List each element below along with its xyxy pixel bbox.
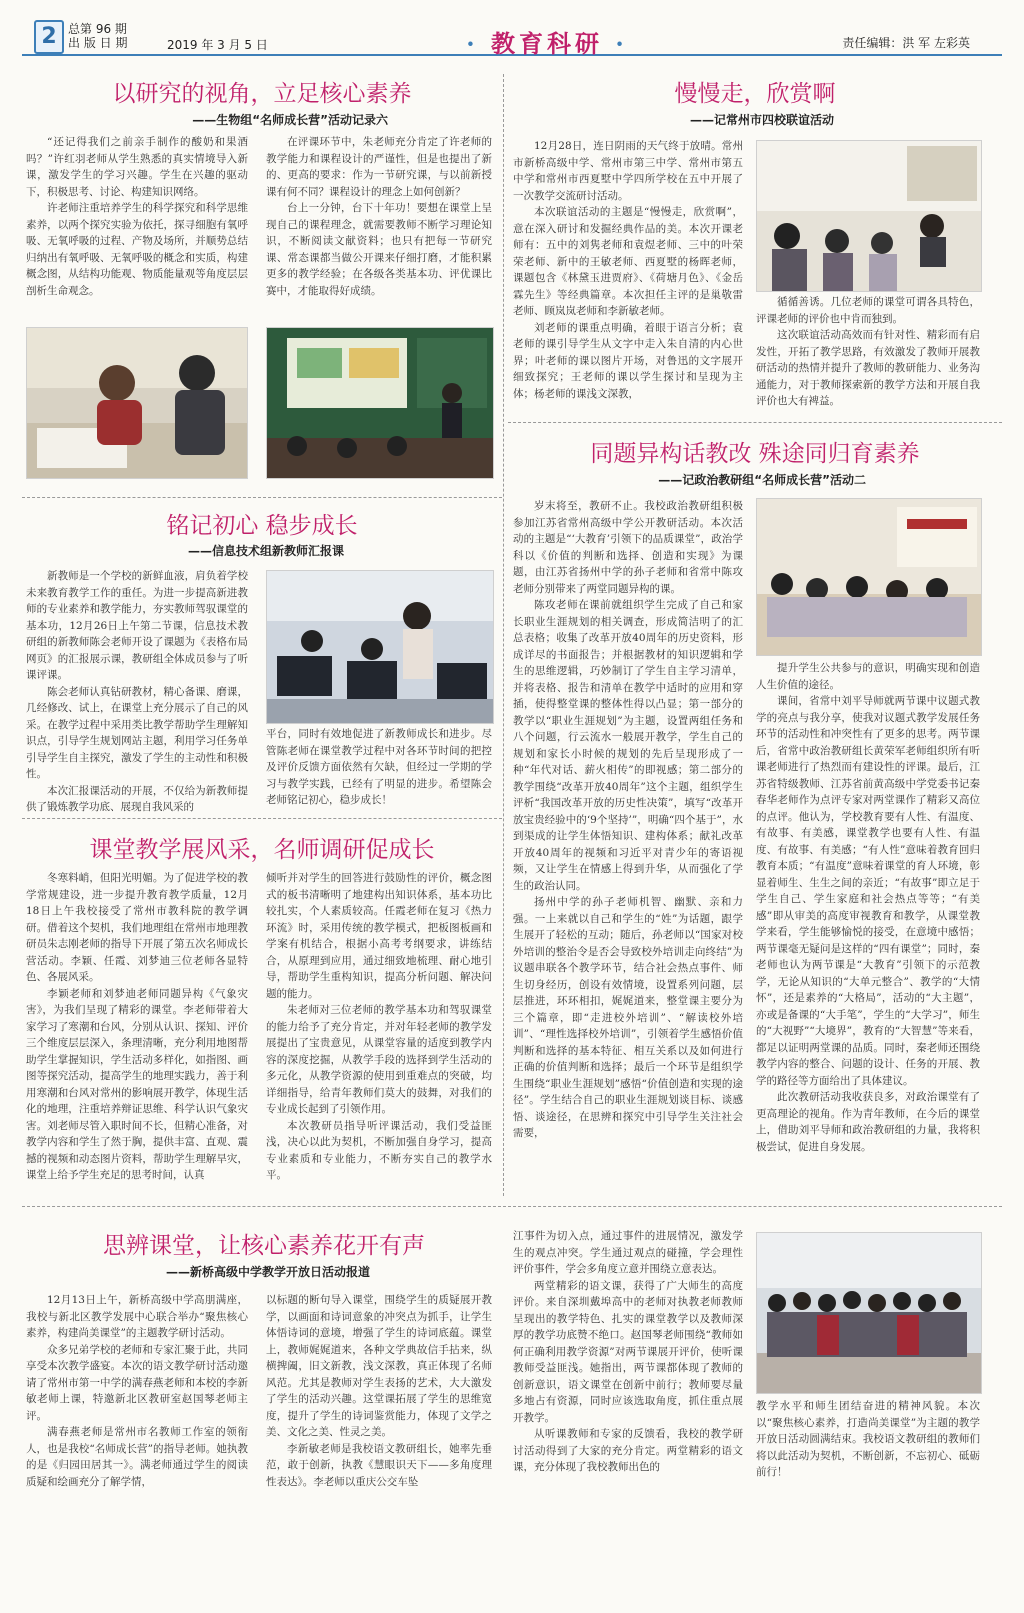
section-divider xyxy=(22,818,502,819)
article-title: 思辨课堂，让核心素养花开有声 xyxy=(103,1233,425,1259)
paragraph: 李颖老师和刘梦迪老师同题异构《气象灾害》，为我们呈现了精彩的课堂。李老师带着大家学习了寒潮和台风，分别从认识、探知、评价三个维度层层深入，条理清晰，充分利用地图帮助学生掌握知识，学生活动多样化，如指图、画图等探究活动，提高学生的地理实践力，善于利用寒潮和台风对常州的影响展开教学，体现生活化的地理，注重培养辩证思维、科学认识气象灾害。刘老师尽管入职时间不长，但精心准备，对教学内容和学生了然于胸，提供丰富、直观、震撼的视频和动态图片资料，帮助学生理解旱灾，课堂上给予学生充足的思考时间，认真 xyxy=(26,987,248,1181)
paragraph: 从听课教师和专家的反馈看，我校的教学研讨活动得到了大家的充分肯定。两堂精彩的语文课，充分体现了我校教师出色的 xyxy=(513,1428,743,1473)
paragraph: “还记得我们之前亲手制作的酸奶和果酒吗？”许红羽老师从学生熟悉的真实情境导入新课，激发学生的学习兴趣。学生在兴趣的驱动下，积极思考、讨论、构建知识网络。 xyxy=(26,136,248,198)
photo-computer-lab xyxy=(266,570,494,724)
article-subtitle: ——记政治教研组“名师成长营”活动二 xyxy=(658,473,866,487)
article-body-col2 xyxy=(266,134,492,320)
date-label: 出 版 日 期 xyxy=(68,36,128,50)
article-body-col1 xyxy=(26,568,248,812)
article-subtitle: ——信息技术组新教师汇报课 xyxy=(187,544,344,558)
paragraph: 朱老师对三位老师的教学基本功和驾驭课堂的能力给予了充分肯定，并对年轻老师的教学发展提出了宝贵意见，从课堂容量的适度到教学内容的深度挖掘，从教学手段的选择到学生活动的多元化，从教学资源的使用到重难点的突破，均详细指导，给青年教师们莫大的鼓舞，对我们的专业成长起到了引领作用。 xyxy=(266,1004,492,1115)
paragraph: 循循善诱。几位老师的课堂可谓各具特色，评课老师的评价也中肯而独到。 xyxy=(756,296,980,325)
issue-info xyxy=(68,22,127,50)
paragraph: 岁末将至，教研不止。我校政治教研组积极参加江苏省常州高级中学公开教研活动。本次活动的主题是“‘大教育’引领下的品质课堂”，政治学科以《价值的判断和选择、创造和实现》为课题，由江苏省扬州中学的孙子老师和省常中陈攻老师分别带来了两堂同题异构的课。 xyxy=(513,500,743,595)
paragraph: 提升学生公共参与的意识，明确实现和创造人生价值的途径。 xyxy=(756,662,980,691)
photo-classroom-lecture xyxy=(266,327,494,479)
article-title: 同题异构话教改 殊途同归育素养 xyxy=(590,441,920,467)
paragraph: 12月28日，连日阴雨的天气终于放晴。常州市新桥高级中学、常州市第三中学、常州市第五中学和常州市西夏墅中学四所学校在五中开展了一次教学交流研讨活动。 xyxy=(513,140,743,202)
paragraph: 众多兄弟学校的老师和专家汇聚于此，共同享受本次教学盛宴。本次的语文教学研讨活动邀请了常州市第一中学的满春燕老师和本校的李新敏老师上课，特邀新北区教研室赵国琴老师主评。 xyxy=(26,1343,248,1422)
banner-dot-icon: · xyxy=(466,29,491,58)
article-title: 课堂教学展风采，名师调研促成长 xyxy=(89,837,435,863)
paragraph: 新教师是一个学校的新鲜血液，肩负着学校未来教育教学工作的重任。为进一步提高新进教师的专业素养和教学能力，夯实教师驾驭课堂的基本功，12月26日上午第二节课，信息技术教研组的新教师陈会老师开设了课题为《表格布局网页》的汇报展示课，教研组全体成员参与了听课评课。 xyxy=(26,570,248,681)
column-divider xyxy=(503,74,504,1196)
paragraph: 冬寒料峭，但阳光明媚。为了促进学校的教学常规建设，进一步提升教育教学质量，12月18日上午我校接受了常州市教科院的教学调研。借着这个契机，我们地理组在常州市地理教研员朱志刚老师的指导下开展了第五次名师成长营活动。李颖、任霞、刘梦迪三位老师各显特色、各展风采。 xyxy=(26,872,248,983)
article-body-col1 xyxy=(26,134,248,320)
article-body-col2 xyxy=(756,294,980,414)
paragraph: 以标题的断句导入课堂，围绕学生的质疑展开教学，以画面和诗词意象的冲突点为抓手，让学生体悟诗词的意境，增强了学生的诗词底蕴。课堂上，教师娓娓道来，各种文学典故信手拈来，纵横捭阖，旧文新教，浅文深教，真正体现了名师风范。尤其是教师对学生表扬的艺术，大大激发了学生的活动兴趣。这堂课拓展了学生的思维宽度，提升了学生的诗词鉴赏能力，体现了文学之美、文化之美、性灵之美。 xyxy=(266,1294,492,1438)
article-body-col2 xyxy=(756,660,980,1194)
masthead xyxy=(22,20,1002,56)
paragraph: 两堂精彩的语文课，获得了广大师生的高度评价。来自深圳戴埠高中的老师对执教老师教师呈现出的教学特色、扎实的课堂教学以及教师深厚的教学功底赞不绝口。赵国琴老师围绕“教师如何正确利用教学资源”对两节课展开评价，使听课教师受益匪浅。她指出，两节课都体现了教师的创新意识，语文课堂在创新中前行；教师要尽量多地占有资源，同时应该选取角度，抓住重点展开教学。 xyxy=(513,1279,743,1424)
article-body-col2 xyxy=(266,1292,492,1604)
paragraph: 台上一分钟，台下十年功！要想在课堂上呈现自己的课程理念，就需要教师不断学习理论知识，不断阅读文献资料；也只有把每一节研究课、常态课都当做公开课来仔细打磨，才能积累更多的教学经验；在各级各类基本功、评优课比赛中，才能取得好成绩。 xyxy=(266,202,492,297)
photo-group-teachers xyxy=(756,1232,982,1394)
section-title: 教育科研 xyxy=(491,29,603,58)
paragraph: 平台，同时有效地促进了新教师成长和进步。尽管陈老师在课堂教学过程中对各环节时间的把控及评价反馈方面依然有欠缺，但经过一学期的学习与教学实践，已经有了明显的进步。希望陈会老师铭记初心，稳步成长！ xyxy=(266,728,492,806)
section-banner xyxy=(422,24,672,58)
article-subtitle: ——记常州市四校联谊活动 xyxy=(689,113,834,127)
section-divider xyxy=(508,422,1002,423)
paragraph: 此次教研活动我收获良多，对政治课堂有了更高理论的视角。作为青年教师，在今后的课堂上，借助刘平导师和政治教研组的力量，我将积极尝试，促进自身发展。 xyxy=(756,1091,980,1153)
article-subtitle: ——生物组“名师成长营”活动记录六 xyxy=(192,113,388,127)
paragraph: 陈攻老师在课前就组织学生完成了自己和家长职业生涯规划的相关调查，形成简洁明了的汇总表格；收集了改革开放40周年的历史资料，形成详尽的书面报告；并根据教材的知识逻辑和学生的思维逻辑，巧妙制订了学生自主学习清单，并将表格、报告和清单在教学中适时的应用和穿插，使得整堂课的整体性得以凸显；第一部分的教学以“职业生涯规划”为主题，设置两组任务和八个问题，行云流水一般展开教学，学生自己的规划和家长小时候的规划的先后呈现形成了一种“年代对话、薪火相传”的即视感；第二部分的教学围绕“改革开放40周年”这个主题，组织学生评析“我国改革开放的历史性决策”，填写“改革开放宝贵经验中的‘9个坚持’”，明确“四个基于”，水到渠成的让学生体悟知识、建构体系；献礼改革开放40周年的视频和习近平对青少年的寄语视频，又让学生在情感上得到升华，从而强化了学生的政治认同。 xyxy=(513,599,743,892)
paragraph: 12月13日上午，新桥高级中学高朋满座，我校与新北区教学发展中心联合举办“聚焦核心素养，构建尚美课堂”的主题教学研讨活动。 xyxy=(26,1294,248,1339)
paragraph: 江事件为切入点，通过事件的进展情况，激发学生的观点冲突。学生通过观点的碰撞，学会理性评价事件，学会多角度立意并围绕立意表达。 xyxy=(513,1230,743,1275)
paragraph: 课间，省常中刘平导师就两节课中议题式教学的亮点与我分享，使我对议题式教学发展任务环节的活动性和冲突性有了更多的思考。两节课后，省常中政治教研组长黄荣军老师组织所有听课老师进行了热烈而有建设性的评课。最后，江苏省特级教师、江苏省前黄高级中学党委书记秦春华老师作为点评专家对两堂课作了精彩又高位的点评。他认为，学校教育要有人性、有温度、有故事、有美感，课堂教学也要有人性、有温度、有故事、有美感；“有人性”意味着教育回归教育本质；“有温度”意味着课堂的育人环境，彰显着师生、生生之间的亲近；“有故事”即立足于学生自己、学生家庭和社会热点等等；“有美感”即从审美的高度审视教育和教学，从课堂教学来看，学生能够愉悦的接受，在意境中感悟；两节课毫无疑问是这样的“四有课堂”；同时，秦老师也认为两节课是“大教育”引领下的示范教学，无论从知识的“大单元整合”、教学的“大情怀”，还是素养的“大格局”，活动的“大主题”，亦或是备课的“大手笔”，学生的“大学习”，师生的“大视野”“大境界”，教育的“大智慧”等来看，都足以证明两堂课的品质。同时，秦老师还围绕教学内容的整合、问题的设计、任务的开展、教学的路径等方面给出了具体建议。 xyxy=(756,695,980,1087)
article-title: 以研究的视角，立足核心素养 xyxy=(112,81,412,107)
paragraph: 许老师注重培养学生的科学探究和科学思维素养，以两个探究实验为依托，探寻细胞有氧呼吸、无氧呼吸的过程、产物及场所，并顺势总结归纳出有氧呼吸、无氧呼吸的概念和实质，构建概念图，从结构功能观、物质能量观等角度层层剖析生命观念。 xyxy=(26,202,248,297)
photo-classroom-students xyxy=(756,140,982,292)
paragraph: 陈会老师认真钻研教材，精心备课、磨课，几经修改、试上，在课堂上充分展示了自己的风采。在教学过程中采用类比教学帮助学生理解知识点，引导学生规划网站主题，利用学习任务单引导学生自主探究，激发了学生的主动性和积极性。 xyxy=(26,685,248,780)
article-body-col1 xyxy=(26,870,248,1198)
article-body-col4 xyxy=(756,1398,980,1604)
paragraph: 教学水平和师生团结奋进的精神风貌。本次以“聚焦核心素养，打造尚美课堂”为主题的教学开放日活动圆满结束。我校语文教研组的教师们将以此活动为契机，不断创新，不忘初心、砥砺前行！ xyxy=(756,1400,980,1478)
paragraph: 本次汇报课活动的开展，不仅给为新教师提供了锻炼教学功底、展现自我风采的 xyxy=(26,784,248,812)
article-body-col2 xyxy=(266,726,492,812)
paragraph: 扬州中学的孙子老师机智、幽默、亲和力强。一上来就以自己和学生的“姓”为话题，跟学生展开了轻松的互动；随后，孙老师以“国家对校外培训的整治令是否会导致校外培训走向终结”为议题串联各个教学环节，结合社会热点事件、师生切身经历，创设有效情境，设置系列问题，层层推进，环环相扣，娓娓道来，整堂课主要分为三个篇章，即“走进校外培训”、“解读校外培训”、“理性选择校外培训”，引领着学生感悟价值判断和选择的基本特征、相互关系以及如何进行正确的价值判断和选择；最后一个环节是组织学生围绕“职业生涯规划”感悟“价值创造和实现的途径”。学生结合自己的职业生涯规划谈目标、谈感悟、谈途径，在思辨和探究中引导学生关注社会需要， xyxy=(513,896,743,1139)
article-body-col3 xyxy=(513,1228,743,1604)
issue-number: 总第 96 期 xyxy=(68,22,127,36)
article-body-col1 xyxy=(26,1292,248,1604)
photo-teacher-student-discussion xyxy=(26,327,248,479)
article-body-col1 xyxy=(513,498,743,1194)
paragraph: 这次联谊活动高效而有针对性、精彩而有启发性，开拓了教学思路，有效激发了教师开展教研活动的热情并提升了教师的教研能力、业务沟通能力，对于教师探索新的教学方法和开展自我评价也大有裨益。 xyxy=(756,329,980,407)
article-body-col2 xyxy=(266,870,492,1198)
page-number: 2 xyxy=(34,20,64,54)
publish-date: 2019 年 3 月 5 日 xyxy=(167,38,268,52)
article-subtitle: ——新桥高级中学教学开放日活动报道 xyxy=(165,1265,370,1279)
photo-politics-classroom xyxy=(756,498,982,656)
paragraph: 本次联谊活动的主题是“慢慢走，欣赏啊”，意在深入研讨和发掘经典作品的美。本次开课老师有：五中的刘隽老师和袁煜老师、三中的叶荣荣老师、新中的王敏老师、西夏墅的杨晖老师，课题包含《林黛玉进贾府》、《荷塘月色》、《金岳霖先生》等经典篇章。本次担任主评的是巢敬雷老师、顾岚岚老师和李新敏老师。 xyxy=(513,206,743,317)
paragraph: 在评课环节中，朱老师充分肯定了许老师的教学能力和课程设计的严谨性，但是也提出了新的、更高的要求：作为一节研究课，与以前新授课有何不同？课程设计的理念上如何创新？ xyxy=(266,136,492,198)
paragraph: 满春燕老师是常州市名教师工作室的领衔人，也是我校“名师成长营”的指导老师。她执教的是《归园田居其一》。满老师通过学生的阅读质疑和绘画充分了解学情， xyxy=(26,1426,248,1488)
section-divider xyxy=(22,497,502,498)
article-title: 铭记初心 稳步成长 xyxy=(166,513,358,539)
paragraph: 李新敏老师是我校语文教研组长，她率先垂范，敢于创新，执教《慧眼识天下——多角度理性表达》。李老师以重庆公交车坠 xyxy=(266,1442,492,1488)
article-body-col1 xyxy=(513,138,743,414)
paragraph: 本次教研员指导听评课活动，我们受益匪浅，决心以此为契机，不断加强自身学习，提高专业素质和专业能力，不断夯实自己的教学水平。 xyxy=(266,1119,492,1181)
section-divider xyxy=(22,1206,1002,1207)
banner-dot-icon: · xyxy=(603,29,628,58)
paragraph: 倾听并对学生的回答进行鼓励性的评价，概念图式的板书清晰明了地建构出知识体系，基本功比较扎实，个人素质较高。任霞老师在复习《热力环流》时，采用传统的教学模式，把板图板画和学案有机结合，根据小高考考纲要求，讲练结合，从原理到应用，通过细致地梳理、耐心地引导，帮助学生重构知识，提高分析问题、解决问题的能力。 xyxy=(266,872,492,1000)
article-title: 慢慢走，欣赏啊 xyxy=(674,81,836,107)
paragraph: 刘老师的课重点明确，着眼于语言分析；袁老师的课引导学生从文字中走入朱自清的内心世界；叶老师的课以图片开场，对鲁迅的文字展开细致探究；王老师的课以学生探讨和呈现为主体；杨老师的课浅文深教， xyxy=(513,321,743,400)
editors: 责任编辑：洪 军 左彩英 xyxy=(842,36,970,50)
